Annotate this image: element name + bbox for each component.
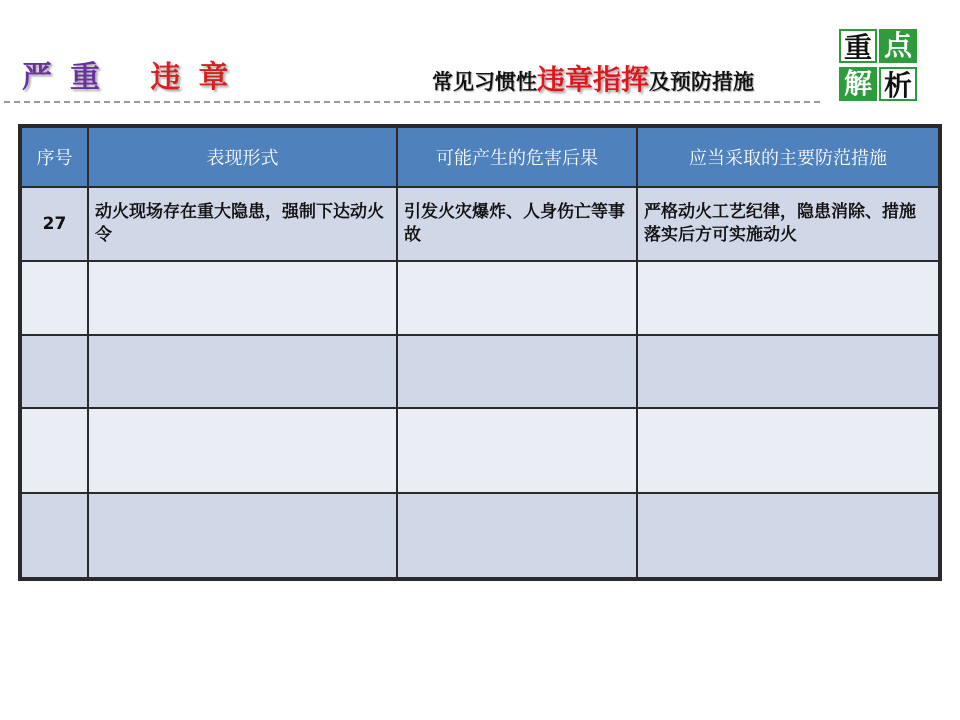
column-header: 序号	[21, 127, 88, 187]
cell-form	[88, 493, 397, 578]
cell-harm	[397, 493, 637, 578]
cell-harm: 引发火灾爆炸、人身伤亡等事故	[397, 187, 637, 261]
cell-number	[21, 335, 88, 408]
cell-measure	[637, 335, 939, 408]
cell-measure: 严格动火工艺纪律，隐患消除、措施落实后方可实施动火	[637, 187, 939, 261]
badge-char: 析	[879, 67, 917, 101]
subtitle-emphasis: 违章指挥	[537, 63, 650, 96]
badge-char: 点	[879, 29, 917, 63]
table-row	[21, 493, 939, 578]
title-char: 章	[198, 60, 229, 95]
cell-number	[21, 408, 88, 493]
subtitle-prefix: 常见习惯性	[432, 70, 537, 94]
subtitle-suffix: 及预防措施	[649, 70, 755, 94]
cell-measure	[637, 261, 939, 335]
column-header: 应当采取的主要防范措施	[637, 127, 939, 187]
cell-number	[21, 261, 88, 335]
cell-form	[88, 261, 397, 335]
cell-number	[21, 493, 88, 578]
table-row	[21, 261, 939, 335]
cell-form	[88, 408, 397, 493]
table-row	[21, 408, 939, 493]
cell-measure	[637, 493, 939, 578]
cell-measure	[637, 408, 939, 493]
section-title-part1	[22, 60, 128, 95]
title-char: 违	[150, 60, 181, 95]
title-char: 严	[22, 60, 52, 95]
header-divider	[4, 101, 820, 103]
badge-char: 重	[839, 29, 877, 63]
column-header: 可能产生的危害后果	[397, 127, 637, 187]
cell-form	[88, 335, 397, 408]
column-header: 表现形式	[88, 127, 397, 187]
badge-char: 解	[839, 67, 877, 101]
key-analysis-badge	[839, 29, 919, 101]
section-title	[22, 52, 246, 96]
title-char: 重	[70, 60, 100, 95]
cell-harm	[397, 408, 637, 493]
cell-harm	[397, 335, 637, 408]
cell-harm	[397, 261, 637, 335]
table-row	[21, 187, 939, 261]
table-row	[21, 335, 939, 408]
table-header-row	[21, 127, 939, 187]
cell-form: 动火现场存在重大隐患，强制下达动火令	[88, 187, 397, 261]
violation-table	[20, 126, 940, 579]
cell-number: 27	[21, 187, 88, 261]
slide-subtitle	[432, 58, 754, 98]
section-title-part2	[150, 60, 246, 95]
